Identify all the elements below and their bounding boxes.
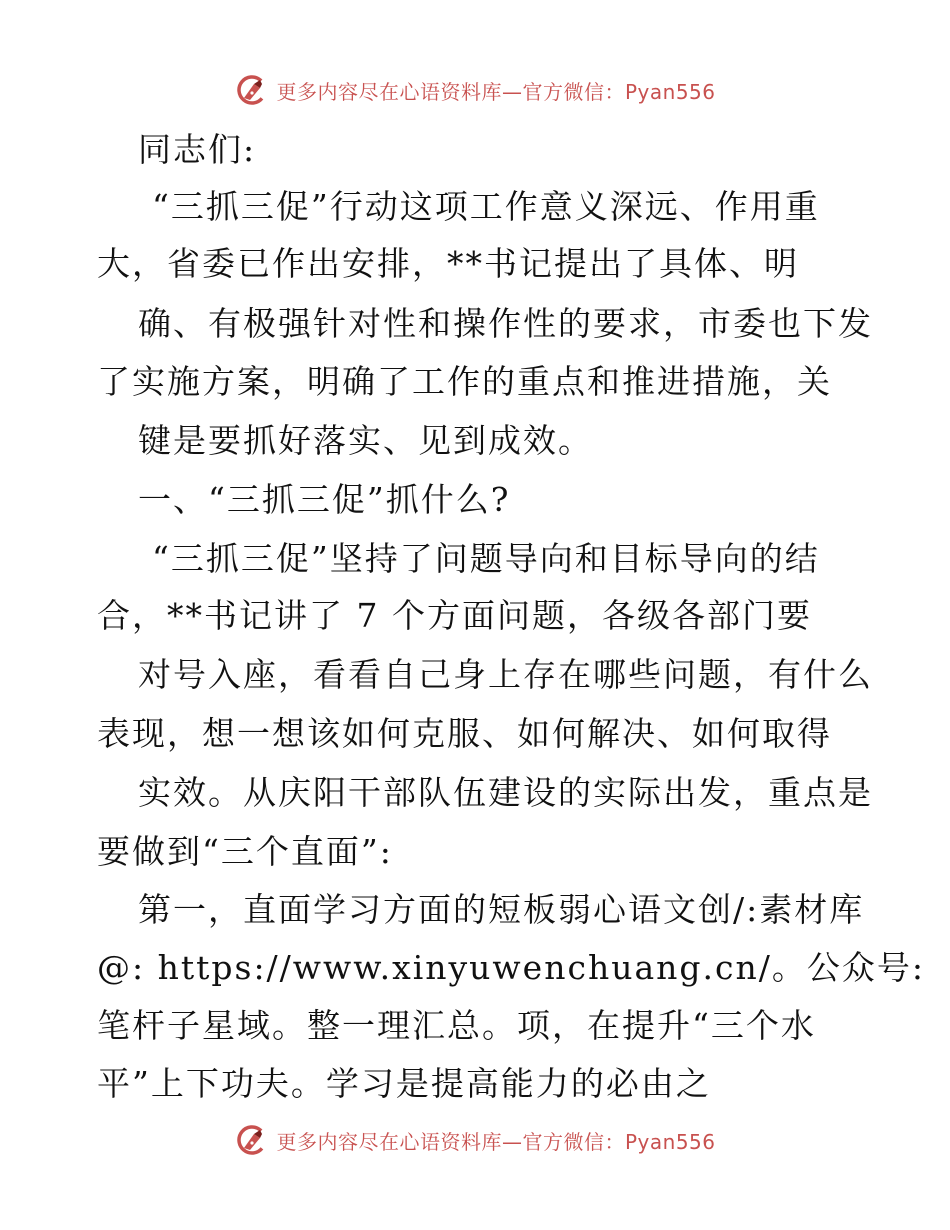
banner-text [276, 1126, 715, 1155]
banner-separator: — [501, 79, 523, 104]
banner-wechat-id: Pyan556 [624, 79, 716, 104]
section-heading: 一、“三抓三促”抓什么? [138, 480, 511, 519]
paragraph-line: 实效。从庆阳干部队伍建设的实际出发，重点是 [138, 773, 873, 812]
paragraph-line: 确、有极强针对性和操作性的要求，市委也下发 [138, 304, 873, 343]
footer-banner [0, 1120, 950, 1160]
paragraph-line: 表现，想一想该如何克服、如何解决、如何取得 [97, 714, 832, 753]
header-banner [0, 70, 950, 110]
paragraph-line: 合，**书记讲了 7 个方面问题，各级各部门要 [97, 596, 812, 635]
salutation-line: 同志们: [138, 130, 257, 169]
banner-wechat-id: Pyan556 [624, 1129, 716, 1154]
banner-text [276, 76, 715, 105]
pen-logo-icon [234, 72, 270, 108]
paragraph-line: “三抓三促”坚持了问题导向和目标导向的结 [152, 539, 820, 578]
paragraph-line: 要做到“三个直面”: [97, 832, 393, 871]
pen-logo-icon [234, 1122, 270, 1158]
banner-separator: — [501, 1129, 523, 1154]
banner-wechat-label: 官方微信： [522, 1129, 625, 1154]
paragraph-line: 对号入座，看看自己身上存在哪些问题，有什么 [138, 655, 873, 694]
paragraph-line: 平”上下功夫。学习是提高能力的必由之 [97, 1064, 711, 1103]
banner-slogan: 更多内容尽在心语资料库 [276, 79, 502, 104]
banner-wechat-label: 官方微信： [522, 79, 625, 104]
paragraph-line: 大，省委已作出安排，**书记提出了具体、明 [97, 244, 799, 283]
paragraph-line: @: https://www.xinyuwenchuang.cn/。公众号: [97, 948, 925, 987]
banner-slogan: 更多内容尽在心语资料库 [276, 1129, 502, 1154]
paragraph-line: 键是要抓好落实、见到成效。 [138, 421, 593, 460]
paragraph-line: 了实施方案，明确了工作的重点和推进措施，关 [97, 362, 832, 401]
paragraph-line: 第一，直面学习方面的短板弱心语文创/:素材库 [138, 890, 865, 929]
paragraph-line: 笔杆子星域。整一理汇总。项，在提升“三个水 [97, 1006, 816, 1045]
paragraph-line: “三抓三促”行动这项工作意义深远、作用重 [152, 187, 820, 226]
